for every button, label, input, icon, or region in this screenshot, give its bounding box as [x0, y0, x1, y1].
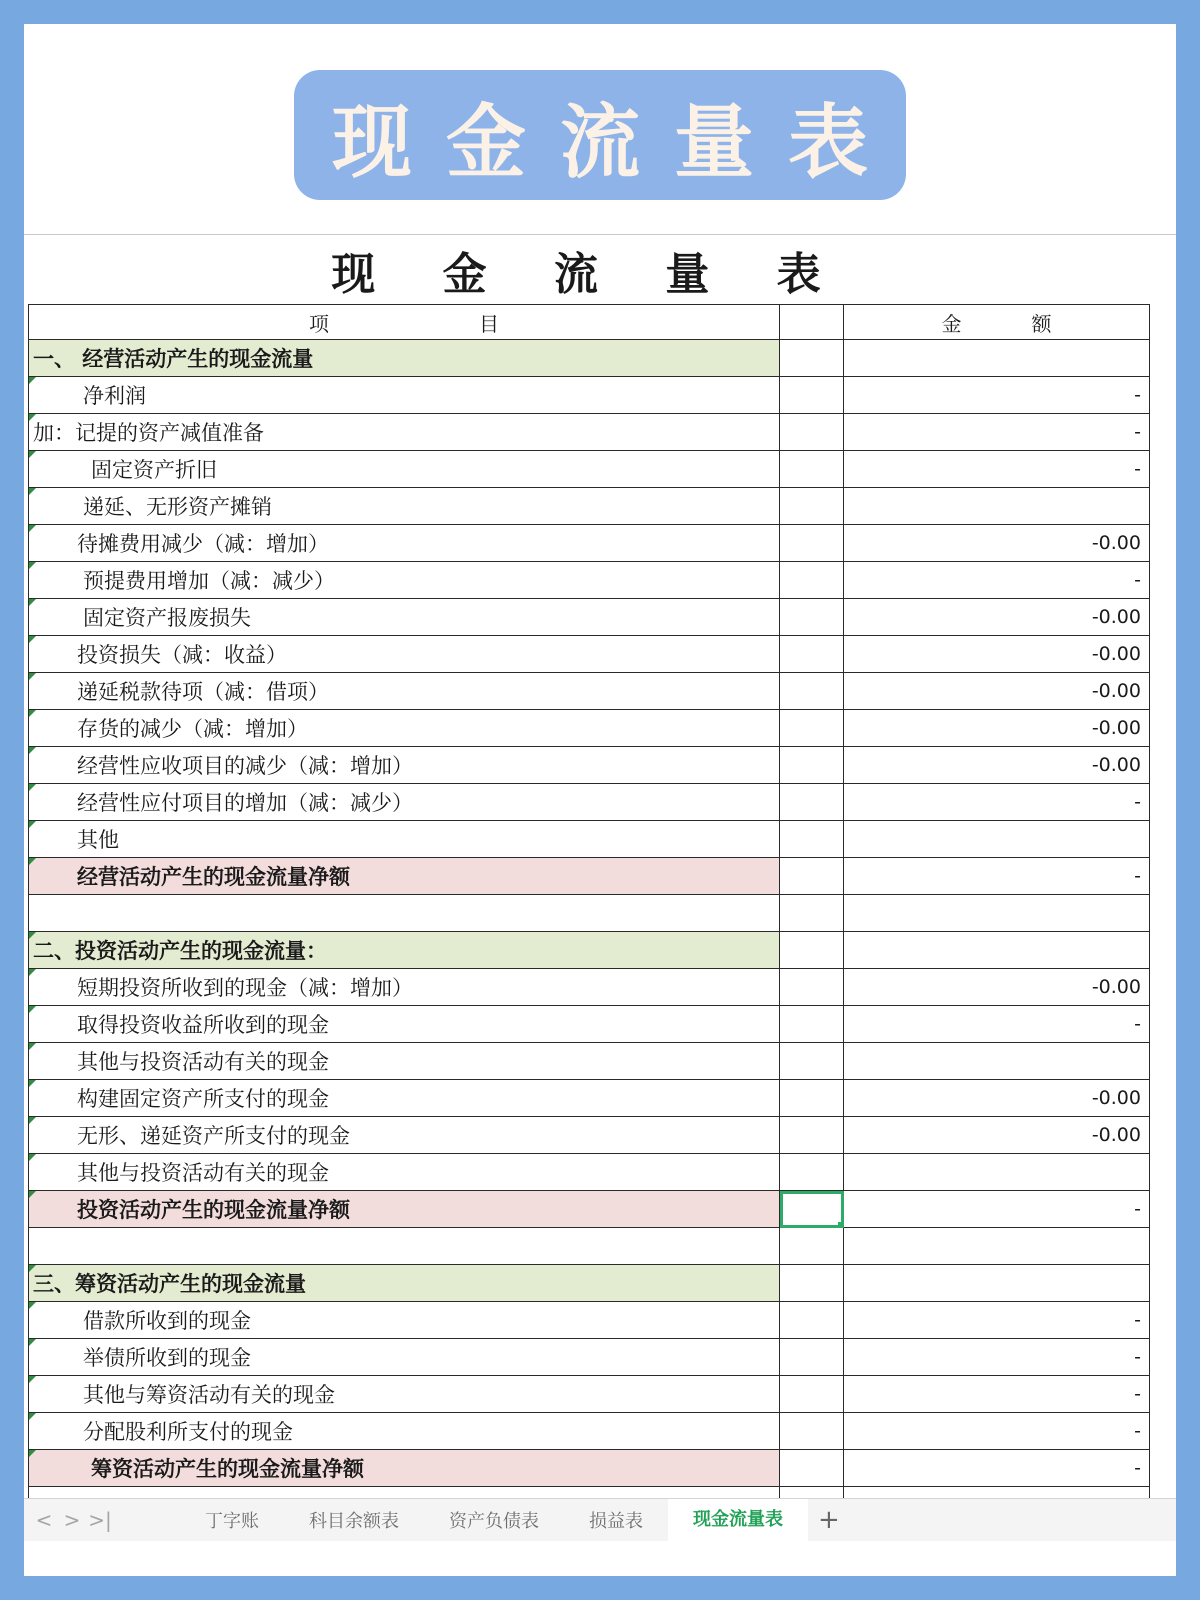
- item-cell[interactable]: [29, 747, 780, 784]
- item-label: 借款所收到的现金: [83, 1309, 251, 1333]
- amount-cell[interactable]: [844, 895, 1150, 932]
- item-label: 固定资产报废损失: [83, 606, 251, 630]
- item-cell[interactable]: [29, 636, 780, 673]
- amount-value: -: [1134, 865, 1141, 887]
- item-cell[interactable]: [29, 451, 780, 488]
- empty-cell[interactable]: [780, 932, 844, 969]
- amount-value: -0.00: [1091, 606, 1141, 628]
- table-row: [29, 1413, 1150, 1450]
- item-label: 构建固定资产所支付的现金: [77, 1087, 329, 1111]
- item-label: 一、 经营活动产生的现金流量: [33, 347, 314, 371]
- amount-cell[interactable]: [844, 1339, 1150, 1376]
- table-row: [29, 858, 1150, 895]
- empty-cell[interactable]: [780, 1117, 844, 1154]
- item-cell[interactable]: [29, 488, 780, 525]
- amount-cell[interactable]: [844, 969, 1150, 1006]
- sheet-tab-bar: [24, 1498, 1176, 1541]
- item-cell[interactable]: [29, 599, 780, 636]
- sheet-title: 现 金 流 量 表: [331, 249, 847, 300]
- table-row: [29, 1117, 1150, 1154]
- spreadsheet-grid[interactable]: [28, 236, 1176, 1514]
- empty-cell[interactable]: [780, 1302, 844, 1339]
- header-item-char-1: 项: [309, 311, 329, 336]
- amount-cell[interactable]: [844, 747, 1150, 784]
- header-amount-char-2: 额: [1031, 311, 1052, 336]
- item-cell[interactable]: [29, 895, 780, 932]
- header-item-char-2: 目: [479, 311, 499, 336]
- selected-cell[interactable]: [780, 1191, 844, 1228]
- item-label: 其他与投资活动有关的现金: [77, 1161, 329, 1185]
- tab-balance-sheet[interactable]: 资产负债表: [449, 1511, 539, 1532]
- item-label: 递延税款待项（减：借项）: [77, 680, 329, 704]
- amount-value: -0.00: [1091, 680, 1141, 702]
- empty-cell[interactable]: [780, 1265, 844, 1302]
- amount-value: -0.00: [1091, 532, 1141, 554]
- item-cell[interactable]: [29, 1117, 780, 1154]
- item-label: 其他: [77, 828, 119, 852]
- table-row: [29, 1376, 1150, 1413]
- amount-cell[interactable]: [844, 784, 1150, 821]
- tab-income-statement[interactable]: 损益表: [589, 1511, 643, 1532]
- amount-cell[interactable]: [844, 1413, 1150, 1450]
- amount-value: -0.00: [1091, 754, 1141, 776]
- table-row: [29, 784, 1150, 821]
- amount-value: -: [1134, 569, 1141, 591]
- amount-cell[interactable]: [844, 1191, 1150, 1228]
- header-amount-char-1: 金: [941, 311, 962, 336]
- amount-cell[interactable]: [844, 1302, 1150, 1339]
- amount-cell[interactable]: [844, 414, 1150, 451]
- title-cell[interactable]: [29, 236, 1150, 305]
- last-sheet-icon[interactable]: >|: [88, 1508, 112, 1532]
- table-row: [29, 747, 1150, 784]
- tab-nav: [24, 1508, 180, 1532]
- next-sheet-icon[interactable]: >: [63, 1508, 81, 1532]
- empty-cell[interactable]: [780, 599, 844, 636]
- item-cell[interactable]: [29, 1191, 780, 1228]
- table-row: [29, 488, 1150, 525]
- amount-cell[interactable]: [844, 821, 1150, 858]
- amount-value: -0.00: [1091, 717, 1141, 739]
- item-label: 其他与筹资活动有关的现金: [83, 1383, 335, 1407]
- empty-cell[interactable]: [780, 1376, 844, 1413]
- amount-value: -: [1134, 1457, 1141, 1479]
- table-row: [29, 969, 1150, 1006]
- amount-cell[interactable]: [844, 932, 1150, 969]
- item-label: 待摊费用减少（减：增加）: [77, 532, 329, 556]
- empty-cell[interactable]: [780, 821, 844, 858]
- item-label: 投资损失（减：收益）: [77, 643, 287, 667]
- tab-t-account[interactable]: 丁字账: [205, 1511, 259, 1532]
- empty-cell[interactable]: [780, 451, 844, 488]
- amount-cell[interactable]: [844, 1080, 1150, 1117]
- item-label: 取得投资收益所收到的现金: [77, 1013, 329, 1037]
- table-row: [29, 1006, 1150, 1043]
- item-label: 分配股利所支付的现金: [83, 1420, 293, 1444]
- empty-cell[interactable]: [780, 377, 844, 414]
- amount-value: -: [1134, 421, 1141, 443]
- item-label: 固定资产折旧: [91, 458, 217, 482]
- amount-cell[interactable]: [844, 562, 1150, 599]
- empty-cell[interactable]: [780, 1006, 844, 1043]
- amount-value: -: [1134, 1198, 1141, 1220]
- item-cell[interactable]: [29, 1043, 780, 1080]
- table-row: [29, 599, 1150, 636]
- empty-cell[interactable]: [780, 1413, 844, 1450]
- table-row: [29, 932, 1150, 969]
- empty-cell[interactable]: [780, 1154, 844, 1191]
- amount-value: -: [1134, 384, 1141, 406]
- item-cell[interactable]: [29, 1450, 780, 1487]
- item-label: 存货的减少（减：增加）: [77, 717, 308, 741]
- table-row: [29, 1080, 1150, 1117]
- item-cell[interactable]: [29, 525, 780, 562]
- prev-sheet-icon[interactable]: <: [35, 1508, 53, 1532]
- amount-value: -: [1134, 1420, 1141, 1442]
- item-label: 筹资活动产生的现金流量净额: [91, 1457, 364, 1481]
- empty-cell[interactable]: [780, 747, 844, 784]
- amount-value: -0.00: [1091, 976, 1141, 998]
- amount-cell[interactable]: [844, 1376, 1150, 1413]
- amount-cell[interactable]: [844, 1265, 1150, 1302]
- table-row: [29, 1265, 1150, 1302]
- item-cell[interactable]: [29, 562, 780, 599]
- header-item-cell[interactable]: [29, 305, 780, 340]
- amount-value: -: [1134, 1013, 1141, 1035]
- header-amount-cell[interactable]: [844, 305, 1150, 340]
- amount-cell[interactable]: [844, 1043, 1150, 1080]
- item-cell[interactable]: [29, 673, 780, 710]
- item-label: 经营性应付项目的增加（减：减少）: [77, 791, 413, 815]
- table-row: [29, 562, 1150, 599]
- table-row: [29, 1043, 1150, 1080]
- item-label: 净利润: [83, 384, 146, 408]
- amount-value: -0.00: [1091, 643, 1141, 665]
- table-row: [29, 525, 1150, 562]
- amount-value: -: [1134, 458, 1141, 480]
- table-row: [29, 340, 1150, 377]
- table-row: [29, 1450, 1150, 1487]
- item-cell[interactable]: [29, 1376, 780, 1413]
- amount-cell[interactable]: [844, 1006, 1150, 1043]
- empty-cell[interactable]: [780, 1450, 844, 1487]
- empty-cell[interactable]: [780, 895, 844, 932]
- cash-flow-table: [28, 236, 1150, 1514]
- item-cell[interactable]: [29, 969, 780, 1006]
- item-label: 无形、递延资产所支付的现金: [77, 1124, 350, 1148]
- item-label: 短期投资所收到的现金（减：增加）: [77, 976, 413, 1000]
- item-label: 二、投资活动产生的现金流量：: [33, 939, 327, 963]
- table-row: [29, 821, 1150, 858]
- table-row: [29, 1339, 1150, 1376]
- empty-cell[interactable]: [780, 562, 844, 599]
- title-row: [29, 236, 1150, 305]
- item-cell[interactable]: [29, 710, 780, 747]
- amount-cell[interactable]: [844, 451, 1150, 488]
- item-cell[interactable]: [29, 377, 780, 414]
- amount-cell[interactable]: [844, 710, 1150, 747]
- item-label: 加：记提的资产减值准备: [33, 421, 264, 445]
- table-row: [29, 636, 1150, 673]
- item-cell[interactable]: [29, 1080, 780, 1117]
- amount-cell[interactable]: [844, 673, 1150, 710]
- empty-cell[interactable]: [780, 488, 844, 525]
- amount-value: -: [1134, 1309, 1141, 1331]
- item-cell[interactable]: [29, 1413, 780, 1450]
- item-cell[interactable]: [29, 1302, 780, 1339]
- empty-cell[interactable]: [780, 340, 844, 377]
- empty-cell[interactable]: [780, 784, 844, 821]
- empty-cell[interactable]: [780, 710, 844, 747]
- amount-value: -0.00: [1091, 1124, 1141, 1146]
- header-empty-cell[interactable]: [780, 305, 844, 340]
- table-row: [29, 1154, 1150, 1191]
- item-cell[interactable]: [29, 1154, 780, 1191]
- tab-account-balance[interactable]: 科目余额表: [309, 1511, 399, 1532]
- empty-cell[interactable]: [780, 1080, 844, 1117]
- amount-value: -: [1134, 1346, 1141, 1368]
- empty-cell[interactable]: [780, 1339, 844, 1376]
- amount-cell[interactable]: [844, 1450, 1150, 1487]
- item-cell[interactable]: [29, 784, 780, 821]
- table-row: [29, 895, 1150, 932]
- amount-cell[interactable]: [844, 1154, 1150, 1191]
- amount-cell[interactable]: [844, 377, 1150, 414]
- empty-cell[interactable]: [780, 673, 844, 710]
- empty-cell[interactable]: [780, 1043, 844, 1080]
- header-row: [29, 305, 1150, 340]
- item-cell[interactable]: [29, 1265, 780, 1302]
- item-label: 其他与投资活动有关的现金: [77, 1050, 329, 1074]
- item-label: 经营活动产生的现金流量净额: [77, 865, 350, 889]
- item-label: 预提费用增加（减：减少）: [83, 569, 335, 593]
- amount-cell[interactable]: [844, 636, 1150, 673]
- amount-cell[interactable]: [844, 1228, 1150, 1265]
- table-row: [29, 710, 1150, 747]
- amount-cell[interactable]: [844, 340, 1150, 377]
- item-label: 递延、无形资产摊销: [83, 495, 272, 519]
- banner: [294, 70, 906, 200]
- amount-cell[interactable]: [844, 525, 1150, 562]
- item-label: 三、筹资活动产生的现金流量: [33, 1272, 306, 1296]
- table-row: [29, 1191, 1150, 1228]
- item-cell[interactable]: [29, 821, 780, 858]
- tab-cash-flow[interactable]: 现金流量表: [668, 1499, 808, 1541]
- amount-value: -: [1134, 791, 1141, 813]
- empty-cell[interactable]: [780, 1228, 844, 1265]
- add-sheet-icon[interactable]: +: [818, 1505, 840, 1535]
- amount-value: -0.00: [1091, 1087, 1141, 1109]
- empty-cell[interactable]: [780, 636, 844, 673]
- item-cell[interactable]: [29, 1006, 780, 1043]
- item-cell[interactable]: [29, 340, 780, 377]
- amount-value: -: [1134, 1383, 1141, 1405]
- sheet-canvas: [24, 24, 1176, 1576]
- table-row: [29, 377, 1150, 414]
- table-row: [29, 451, 1150, 488]
- item-cell[interactable]: [29, 932, 780, 969]
- amount-cell[interactable]: [844, 599, 1150, 636]
- item-cell[interactable]: [29, 1228, 780, 1265]
- item-cell[interactable]: [29, 414, 780, 451]
- item-cell[interactable]: [29, 1339, 780, 1376]
- table-row: [29, 1228, 1150, 1265]
- empty-cell[interactable]: [780, 969, 844, 1006]
- banner-title: 现金流量表: [332, 94, 902, 189]
- table-row: [29, 673, 1150, 710]
- item-label: 经营性应收项目的减少（减：增加）: [77, 754, 413, 778]
- empty-cell[interactable]: [780, 525, 844, 562]
- table-row: [29, 1302, 1150, 1339]
- item-label: 举债所收到的现金: [83, 1346, 251, 1370]
- table-row: [29, 414, 1150, 451]
- amount-cell[interactable]: [844, 488, 1150, 525]
- item-cell[interactable]: [29, 858, 780, 895]
- amount-cell[interactable]: [844, 858, 1150, 895]
- empty-cell[interactable]: [780, 858, 844, 895]
- divider: [24, 234, 1176, 235]
- amount-cell[interactable]: [844, 1117, 1150, 1154]
- item-label: 投资活动产生的现金流量净额: [77, 1198, 350, 1222]
- empty-cell[interactable]: [780, 414, 844, 451]
